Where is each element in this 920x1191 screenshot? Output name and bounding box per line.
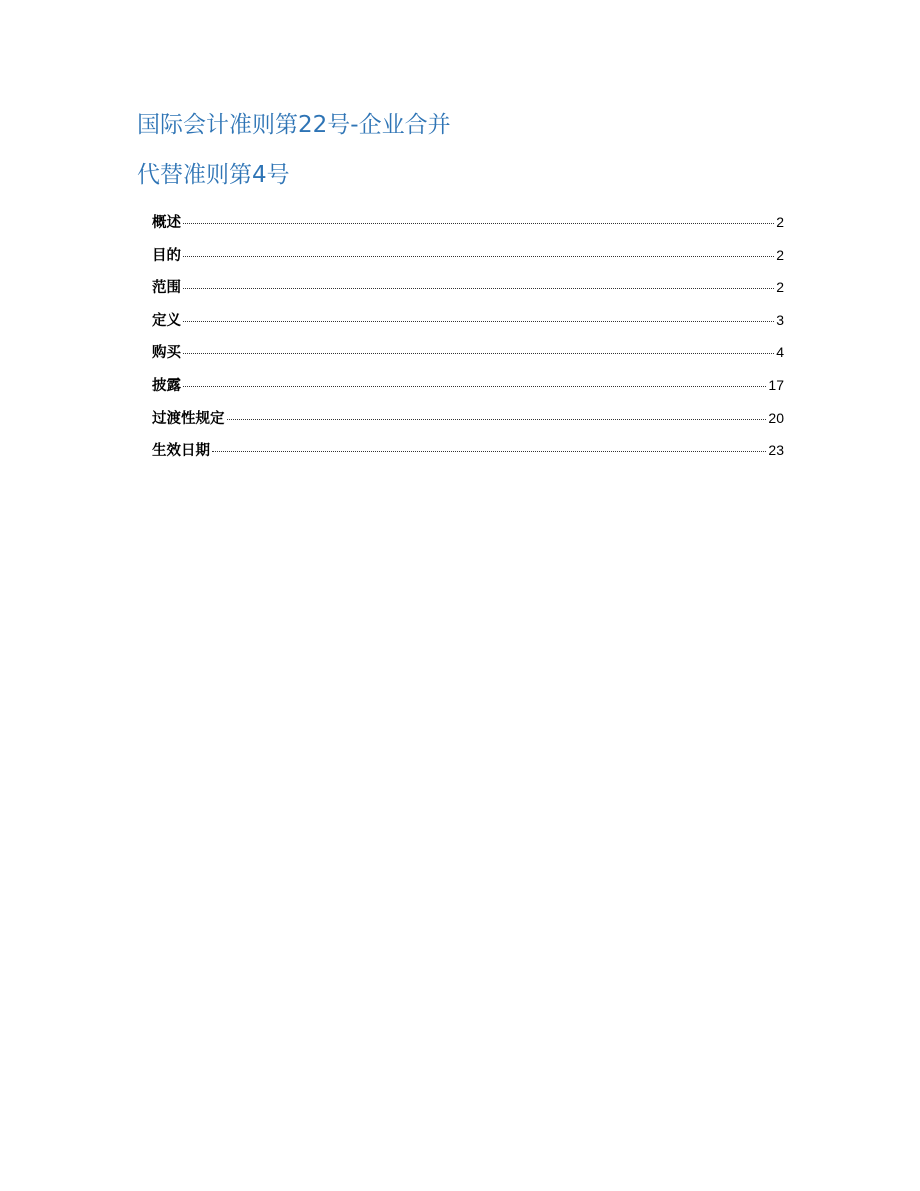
toc-entry-label[interactable]: 定义 (152, 312, 181, 329)
toc-page-number[interactable]: 4 (776, 344, 784, 361)
toc-dot-leader (183, 321, 774, 322)
toc-entry-label[interactable]: 披露 (152, 377, 181, 394)
toc-dot-leader (183, 288, 774, 289)
toc-entry-definitions[interactable] (152, 307, 784, 340)
toc-dot-leader (183, 256, 774, 257)
toc-page-number[interactable]: 2 (776, 246, 784, 263)
toc-entry-overview[interactable] (152, 209, 784, 242)
toc-entry-label[interactable]: 范围 (152, 280, 181, 297)
toc-dot-leader (183, 386, 766, 387)
toc-entry-label[interactable]: 购买 (152, 345, 181, 362)
table-of-contents (152, 209, 784, 470)
toc-page-number[interactable]: 23 (768, 442, 784, 459)
toc-entry-label[interactable]: 过渡性规定 (152, 410, 225, 427)
toc-entry-label[interactable]: 概述 (152, 215, 181, 231)
toc-entry-scope[interactable] (152, 274, 784, 307)
toc-page-number[interactable]: 20 (768, 409, 784, 426)
toc-dot-leader (212, 451, 766, 452)
toc-page-number[interactable]: 2 (776, 214, 784, 230)
toc-dot-leader (183, 223, 774, 224)
toc-entry-acquisitions[interactable] (152, 339, 784, 372)
document-subtitle: 代替准则第4号 (137, 162, 290, 188)
toc-entry-disclosure[interactable] (152, 372, 784, 405)
toc-entry-label[interactable]: 目的 (152, 247, 181, 264)
toc-page-number[interactable]: 3 (776, 311, 784, 328)
toc-page-number[interactable]: 2 (776, 279, 784, 296)
toc-entry-label[interactable]: 生效日期 (152, 443, 210, 460)
toc-entry-effective-date[interactable] (152, 437, 784, 470)
toc-entry-objective[interactable] (152, 242, 784, 275)
toc-dot-leader (183, 353, 774, 354)
toc-page-number[interactable]: 17 (768, 376, 784, 393)
toc-dot-leader (227, 419, 767, 420)
toc-entry-transitional-provisions[interactable] (152, 405, 784, 438)
document-title: 国际会计准则第22号-企业合并 (137, 112, 451, 138)
